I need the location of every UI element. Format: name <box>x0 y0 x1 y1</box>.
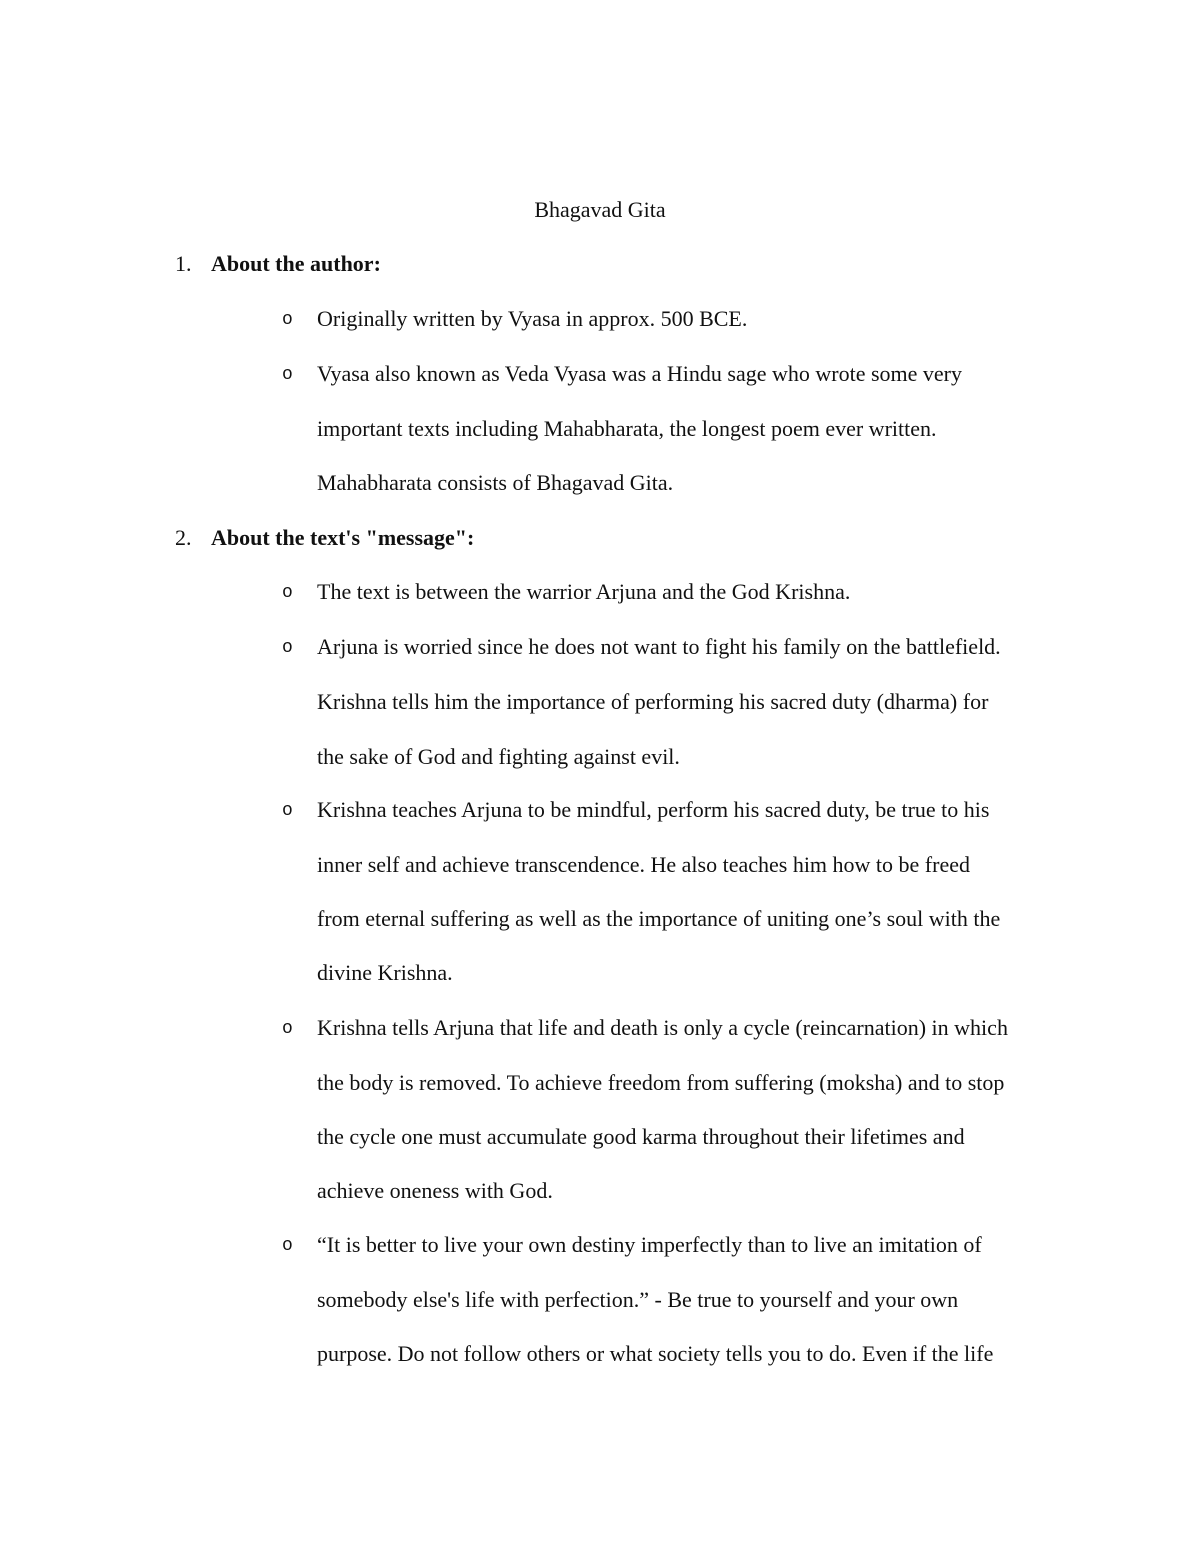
bullet-text-line: the sake of God and fighting against evil. <box>317 744 680 769</box>
bullet-marker: o <box>282 583 293 603</box>
bullet-text-line: the body is removed. To achieve freedom from suffering (moksha) and to stop <box>317 1070 1005 1095</box>
bullet-text-line: “It is better to live your own destiny imperfectly than to live an imitation of <box>317 1232 982 1257</box>
bullet-text-line: Arjuna is worried since he does not want to fight his family on the battlefield. <box>317 634 1001 659</box>
bullet-marker: o <box>282 638 293 658</box>
bullet-marker: o <box>282 310 293 330</box>
bullet-text-line: Originally written by Vyasa in approx. 500 BCE. <box>317 306 748 331</box>
bullet-text-line: Mahabharata consists of Bhagavad Gita. <box>317 470 674 495</box>
bullet-text-line: The text is between the warrior Arjuna and the God Krishna. <box>317 579 851 604</box>
bullet-text-line: important texts including Mahabharata, the longest poem ever written. <box>317 416 937 441</box>
bullet-text-line: from eternal suffering as well as the importance of uniting one’s soul with the <box>317 906 1001 931</box>
bullet-marker: o <box>282 1236 293 1256</box>
bullet-marker: o <box>282 1019 293 1039</box>
bullet-text-line: divine Krishna. <box>317 960 453 985</box>
bullet-text-line: Vyasa also known as Veda Vyasa was a Hindu sage who wrote some very <box>317 361 962 386</box>
bullet-marker: o <box>282 801 293 821</box>
document-title: Bhagavad Gita <box>534 197 666 222</box>
section-heading: About the text's "message": <box>211 525 475 550</box>
section-number: 2. <box>175 525 192 550</box>
bullet-text-line: achieve oneness with God. <box>317 1178 553 1203</box>
bullet-marker: o <box>282 365 293 385</box>
bullet-text-line: Krishna tells him the importance of performing his sacred duty (dharma) for <box>317 689 989 714</box>
bullet-text-line: purpose. Do not follow others or what society tells you to do. Even if the life <box>317 1341 994 1366</box>
bullet-text-line: inner self and achieve transcendence. He also teaches him how to be freed <box>317 852 970 877</box>
bullet-text-line: the cycle one must accumulate good karma throughout their lifetimes and <box>317 1124 965 1149</box>
section-number: 1. <box>175 251 192 276</box>
section-heading: About the author: <box>211 251 381 276</box>
bullet-text-line: Krishna teaches Arjuna to be mindful, perform his sacred duty, be true to his <box>317 797 990 822</box>
bullet-text-line: Krishna tells Arjuna that life and death is only a cycle (reincarnation) in which <box>317 1015 1008 1040</box>
bullet-text-line: somebody else's life with perfection.” - Be true to yourself and your own <box>317 1287 959 1312</box>
